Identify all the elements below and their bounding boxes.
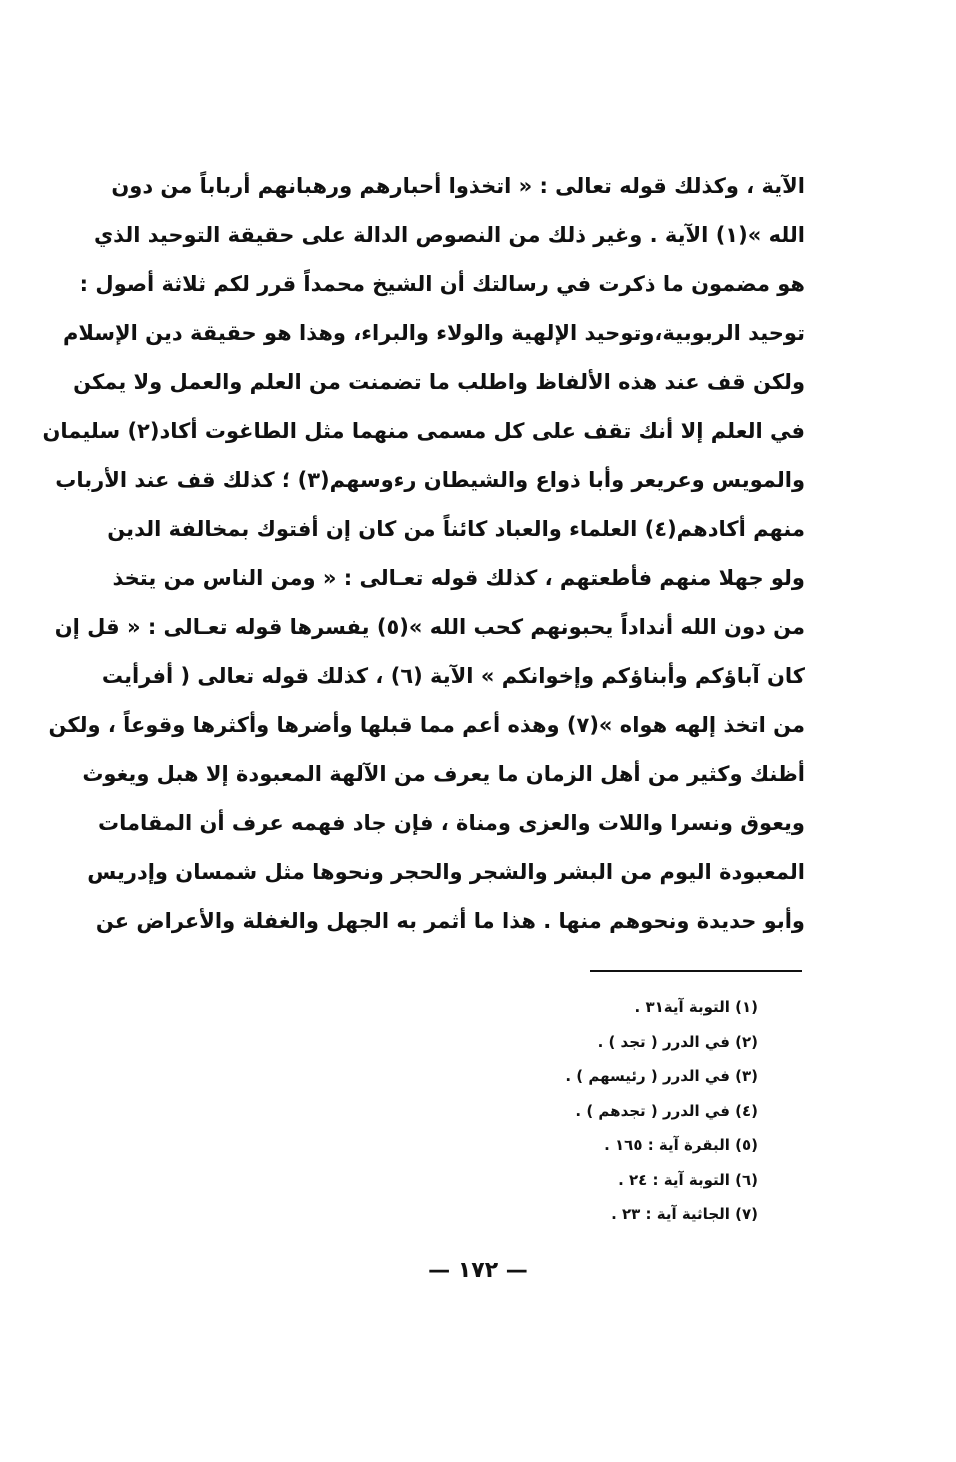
body-line: من دون الله أنداداً يحبونهم كحب الله »(٥) يفسرها قوله تعـالى : « قل إن bbox=[54, 615, 805, 639]
footnote-divider bbox=[590, 970, 802, 972]
body-line: ولكن قف عند هذه الألفاظ واطلب ما تضمنت من العلم والعمل ولا يمكن bbox=[73, 370, 805, 394]
page-number: — ١٧٢ — bbox=[428, 1258, 528, 1283]
body-line: كان آباؤكم وأبناؤكم وإخوانكم » الآية (٦) ، كذلك قوله تعالى ( أفرأيت bbox=[101, 664, 805, 688]
body-line: المعبودة اليوم من البشر والشجر والحجر ونحوها مثل شمسان وإدريس bbox=[87, 860, 805, 884]
body-line: هو مضمون ما ذكرت في رسالتك أن الشيخ محمداً قرر لكم ثلاثة أصول : bbox=[79, 272, 805, 296]
body-line: ويعوق ونسرا واللات والعزى ومناة ، فإن جاد فهمه عرف أن المقامات bbox=[98, 811, 805, 835]
body-text bbox=[42, 162, 805, 946]
footnote-item: (٧) الجاثية آية : ٢٣ . bbox=[611, 1205, 758, 1223]
body-line: في العلم إلا أنك تقف على كل مسمى منهما مثل الطاغوت أكاد(٢) سليمان bbox=[42, 419, 805, 443]
footnote-item: (١) التوبة آية٣١ . bbox=[634, 998, 758, 1016]
body-line: منهم أكادهم(٤) العلماء والعباد كائناً من كان إن أفتوك بمخالفة الدين bbox=[107, 517, 805, 541]
body-line: ولو جهلا منهم فأطعتهم ، كذلك قوله تعـالى : « ومن الناس من يتخذ bbox=[112, 566, 805, 590]
body-line: الله »(١) الآية . وغير ذلك من النصوص الدالة على حقيقة التوحيد الذي bbox=[93, 223, 805, 247]
footnote-item: (٢) في الدرر ( تجد ) . bbox=[597, 1032, 758, 1051]
footnote-item: (٣) في الدرر ( رئيسهم ) . bbox=[565, 1067, 758, 1085]
body-line: من اتخذ إلهه هواه »(٧) وهذه أعم مما قبلها وأضرها وأكثرها وقوعاً ، ولكن bbox=[48, 713, 805, 737]
body-line: والمويس وعريعر وأبا ذواع والشيطان رءوسهم(٣) ؛ كذلك قف عند الأرباب bbox=[55, 468, 805, 492]
footnote-item: (٤) في الدرر ( تجدهم ) . bbox=[575, 1101, 758, 1120]
body-line: وأبو حديدة ونحوهم منها . هذا ما أثمر به الجهل والغفلة والأعراض عن bbox=[95, 909, 805, 933]
body-line: توحيد الربوبية،وتوحيد الإلهية والولاء والبراء، وهذا هو حقيقة دين الإسلام bbox=[63, 321, 805, 345]
footnote-item: (٦) التوبة آية : ٢٤ . bbox=[618, 1170, 758, 1189]
body-line: الآية ، وكذلك قوله تعالى : « اتخذوا أحبارهم ورهبانهم أرباباً من دون bbox=[111, 174, 805, 198]
footnote-item: (٥) البقرة آية : ١٦٥ . bbox=[604, 1136, 758, 1154]
footnotes bbox=[440, 990, 758, 1232]
body-line: أظنك وكثير من أهل الزمان ما يعرف من الآلهة المعبودة إلا هبل ويغوث bbox=[82, 762, 805, 786]
